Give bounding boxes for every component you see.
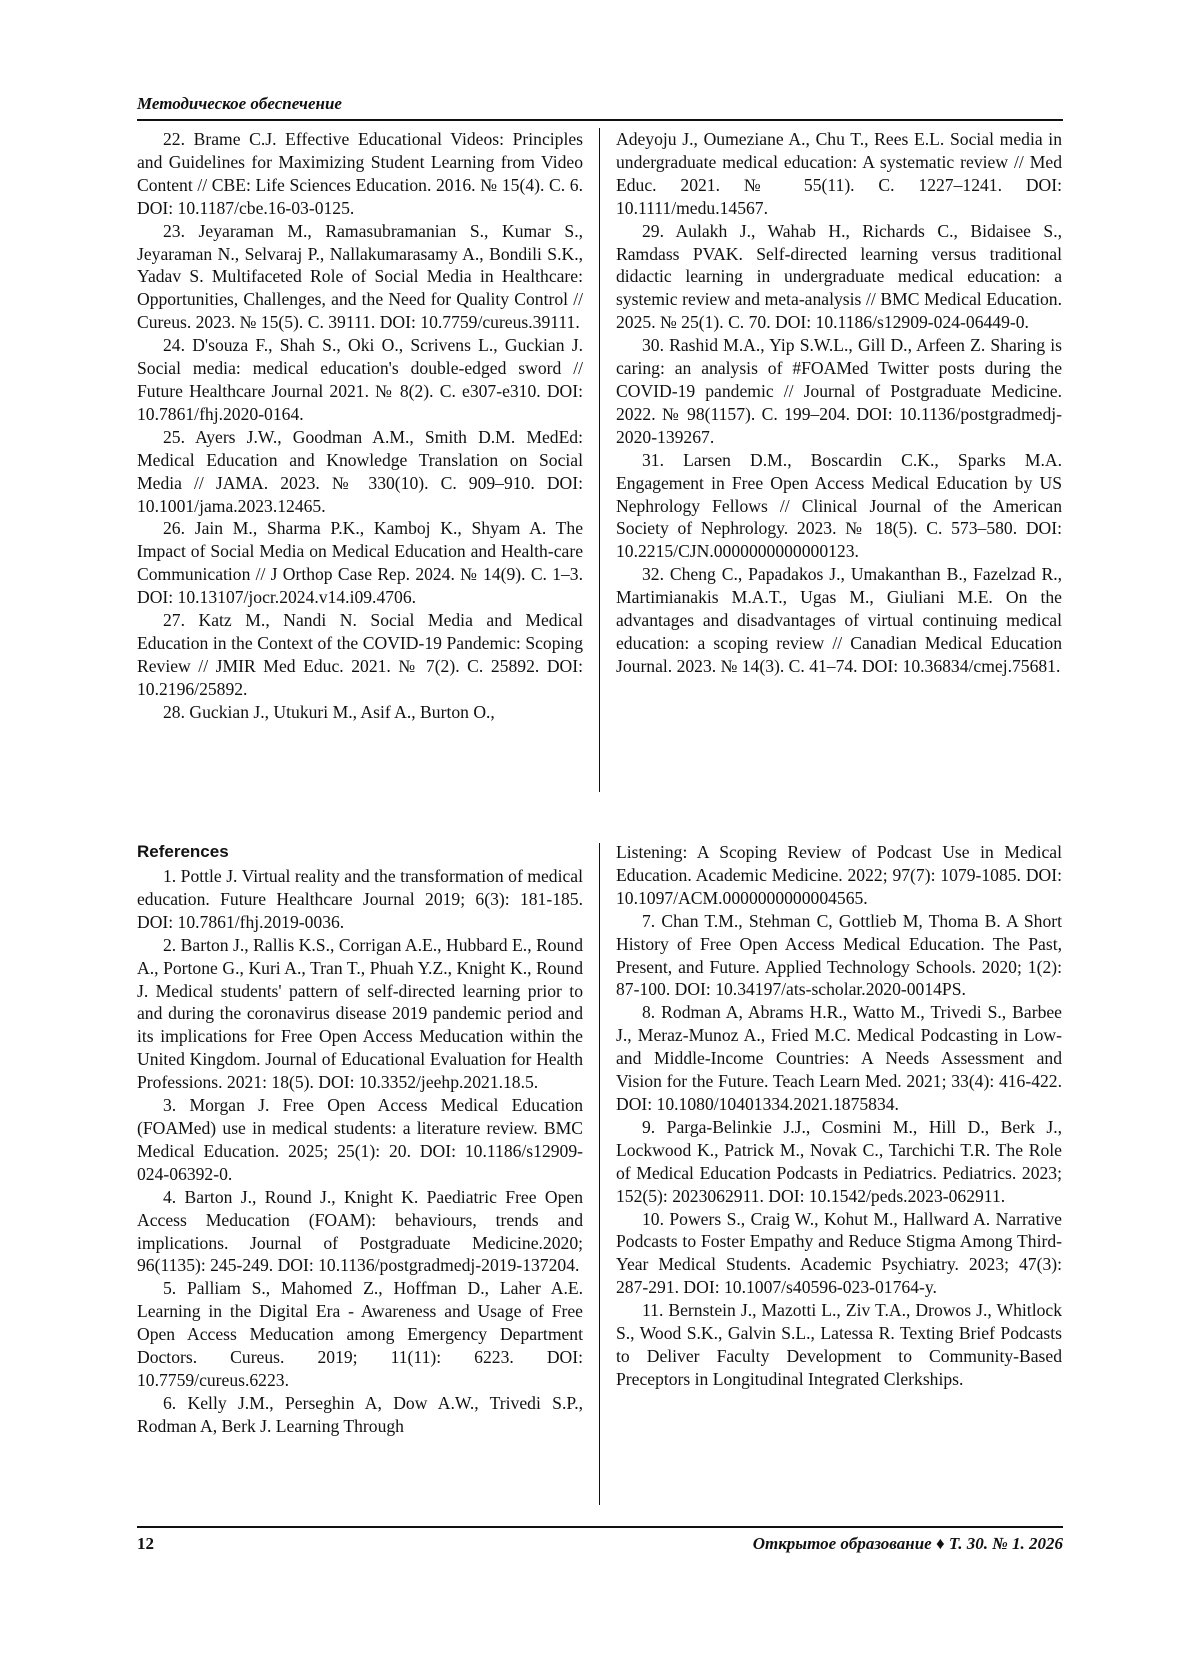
reference-continuation: Listening: A Scoping Review of Podcast Use in Medical Education. Academic Medicine. 2022; 97(7): 1079-1085. DOI: 10.1097/ACM.0000000000004565.: [616, 842, 1062, 908]
reference-item: 9. Parga-Belinkie J.J., Cosmini M., Hill D., Berk J., Lockwood K., Patrick M., Novak C., Tarchichi T.R. The Role of Medical Education Podcasts in Pediatrics. Pediatrics. 2023; 152(5): 2023062911. DOI: 10.1542/peds.2023-062911.: [616, 1116, 1062, 1206]
footer-rule: [137, 1526, 1063, 1528]
reference-item: 22. Brame C.J. Effective Educational Videos: Principles and Guidelines for Maximizing Student Learning from Video Content // CBE: Life Sciences Education. 2016. № 15(4). С. 6. DOI: 10.1187/cbe.16-03-0125.: [137, 129, 583, 218]
reference-item: 5. Palliam S., Mahomed Z., Hoffman D., Laher A.E. Learning in the Digital Era - Awareness and Usage of Free Open Access Meducation among Emergency Department Doctors. Cureus. 2019; 11(11): 6223. DOI: 10.7759/cureus.6223.: [137, 1278, 583, 1390]
header-rule: [137, 119, 1063, 121]
reference-item: 10. Powers S., Craig W., Kohut M., Hallward A. Narrative Podcasts to Foster Empathy and Reduce Stigma Among Third-Year Medical Students. Academic Psychiatry. 2023; 47(3): 287-291. DOI: 10.1007/s40596-023-01764-y.: [616, 1208, 1062, 1298]
reference-item: 3. Morgan J. Free Open Access Medical Education (FOAMed) use in medical students: a literature review. BMC Medical Education. 2025; 25(1): 20. DOI: 10.1186/s12909-024-06392-0.: [137, 1095, 583, 1184]
references-heading: References: [137, 842, 229, 861]
reference-item: 23. Jeyaraman M., Ramasubramanian S., Kumar S., Jeyaraman N., Selvaraj P., Nallakumarasamy A., Bondili S.K., Yadav S. Multifaceted Role of Social Media in Healthcare: Opportunities, Challenges, and the Need for Quality Control // Cureus. 2023. № 15(5). С. 39111. DOI: 10.7759/cureus.39111.: [137, 220, 583, 333]
references-left-column: [137, 841, 583, 1438]
ru-refs-right-column: [616, 128, 1062, 678]
reference-item: 6. Kelly J.M., Perseghin A, Dow A.W., Trivedi S.P., Rodman A, Berk J. Learning Through: [137, 1392, 583, 1436]
reference-item: 2. Barton J., Rallis K.S., Corrigan A.E., Hubbard E., Round A., Portone G., Kuri A., Tran T., Phuah Y.Z., Knight K., Round J. Medical students' pattern of self-directed learning prior to and during the coronavirus disease 2019 pandemic period and its implications for Free Open Access Meducation within the United Kingdom. Journal of Educational Evaluation for Health Professions. 2021: 18(5). DOI: 10.3352/jeehp.2021.18.5.: [137, 934, 583, 1093]
reference-item: 29. Aulakh J., Wahab H., Richards C., Bidaisee S., Ramdass PVAK. Self-directed learning versus traditional didactic learning in undergraduate medical education: a systemic review and meta-analysis // BMC Medical Education. 2025. № 25(1). С. 70. DOI: 10.1186/s12909-024-06449-0.: [616, 220, 1062, 333]
running-head: Методическое обеспечение: [137, 94, 342, 113]
reference-item: 8. Rodman A, Abrams H.R., Watto M., Trivedi S., Barbee J., Meraz-Munoz A., Fried M.C. Medical Podcasting in Low- and Middle-Income Countries: A Needs Assessment and Vision for the Future. Teach Learn Med. 2021; 33(4): 416-422. DOI: 10.1080/10401334.2021.1875834.: [616, 1002, 1062, 1114]
column-separator: [599, 128, 600, 792]
reference-item: 31. Larsen D.M., Boscardin C.K., Sparks M.A. Engagement in Free Open Access Medical Education by US Nephrology Fellows // Clinical Journal of the American Society of Nephrology. 2023. № 18(5). С. 573–580. DOI: 10.2215/CJN.0000000000000123.: [616, 449, 1062, 562]
reference-item: 1. Pottle J. Virtual reality and the transformation of medical education. Future Healthcare Journal 2019; 6(3): 181-185. DOI: 10.7861/fhj.2019-0036.: [137, 866, 583, 932]
reference-continuation: Adeyoju J., Oumeziane A., Chu T., Rees E.L. Social media in undergraduate medical education: A systematic review // Med Educ. 2021. № 55(11). С. 1227–1241. DOI: 10.1111/medu.14567.: [616, 129, 1062, 218]
reference-item: 27. Katz M., Nandi N. Social Media and Medical Education in the Context of the COVID-19 Pandemic: Scoping Review // JMIR Med Educ. 2021. № 7(2). С. 25892. DOI: 10.2196/25892.: [137, 610, 583, 699]
reference-item: 26. Jain M., Sharma P.K., Kamboj K., Shyam A. The Impact of Social Media on Medical Education and Health-care Communication // J Orthop Case Rep. 2024. № 14(9). С. 1–3. DOI: 10.13107/jocr.2024.v14.i09.4706.: [137, 518, 583, 608]
reference-item: 25. Ayers J.W., Goodman A.M., Smith D.M. MedEd: Medical Education and Knowledge Translation on Social Media // JAMA. 2023. № 330(10). С. 909–910. DOI: 10.1001/jama.2023.12465.: [137, 426, 583, 516]
ru-refs-left-column: [137, 128, 583, 724]
reference-item: 28. Guckian J., Utukuri M., Asif A., Burton O.,: [163, 701, 495, 722]
reference-item: 32. Cheng C., Papadakos J., Umakanthan B., Fazelzad R., Martimianakis M.A.T., Ugas M., Giuliani M.E. On the advantages and disadvantages of virtual continuing medical education: a scoping review // Canadian Medical Education Journal. 2023. № 14(3). С. 41–74. DOI: 10.36834/cmej.75681.: [616, 564, 1062, 676]
reference-item: 4. Barton J., Round J., Knight K. Paediatric Free Open Access Meducation (FOAM): behaviours, trends and implications. Journal of Postgraduate Medicine.2020; 96(1135): 245-249. DOI: 10.1136/postgradmedj-2019-137204.: [137, 1186, 583, 1276]
reference-item: 11. Bernstein J., Mazotti L., Ziv T.A., Drowos J., Whitlock S., Wood S.K., Galvin S.L., Latessa R. Texting Brief Podcasts to Deliver Faculty Development to Community-Based Preceptors in Longitudinal Integrated Clerkships.: [616, 1300, 1062, 1389]
column-separator: [599, 843, 600, 1505]
references-right-column: [616, 841, 1062, 1391]
page-number: 12: [137, 1534, 154, 1553]
reference-item: 7. Chan T.M., Stehman C, Gottlieb M, Thoma B. A Short History of Free Open Access Medical Education. The Past, Present, and Future. Applied Technology Schools. 2020; 1(2): 87-100. DOI: 10.34197/ats-scholar.2020-0014PS.: [616, 910, 1062, 1000]
reference-item: 30. Rashid M.A., Yip S.W.L., Gill D., Arfeen Z. Sharing is caring: an analysis of #FOAMed Twitter posts during the COVID-19 pandemic // Journal of Postgraduate Medicine. 2022. № 98(1157). С. 199–204. DOI: 10.1136/postgradmedj-2020-139267.: [616, 335, 1062, 447]
journal-citation: Открытое образование ♦ Т. 30. № 1. 2026: [752, 1534, 1063, 1553]
reference-item: 24. D'souza F., Shah S., Oki O., Scrivens L., Guckian J. Social media: medical education's double-edged sword // Future Healthcare Journal 2021. № 8(2). С. e307-e310. DOI: 10.7861/fhj.2020-0164.: [137, 335, 583, 424]
